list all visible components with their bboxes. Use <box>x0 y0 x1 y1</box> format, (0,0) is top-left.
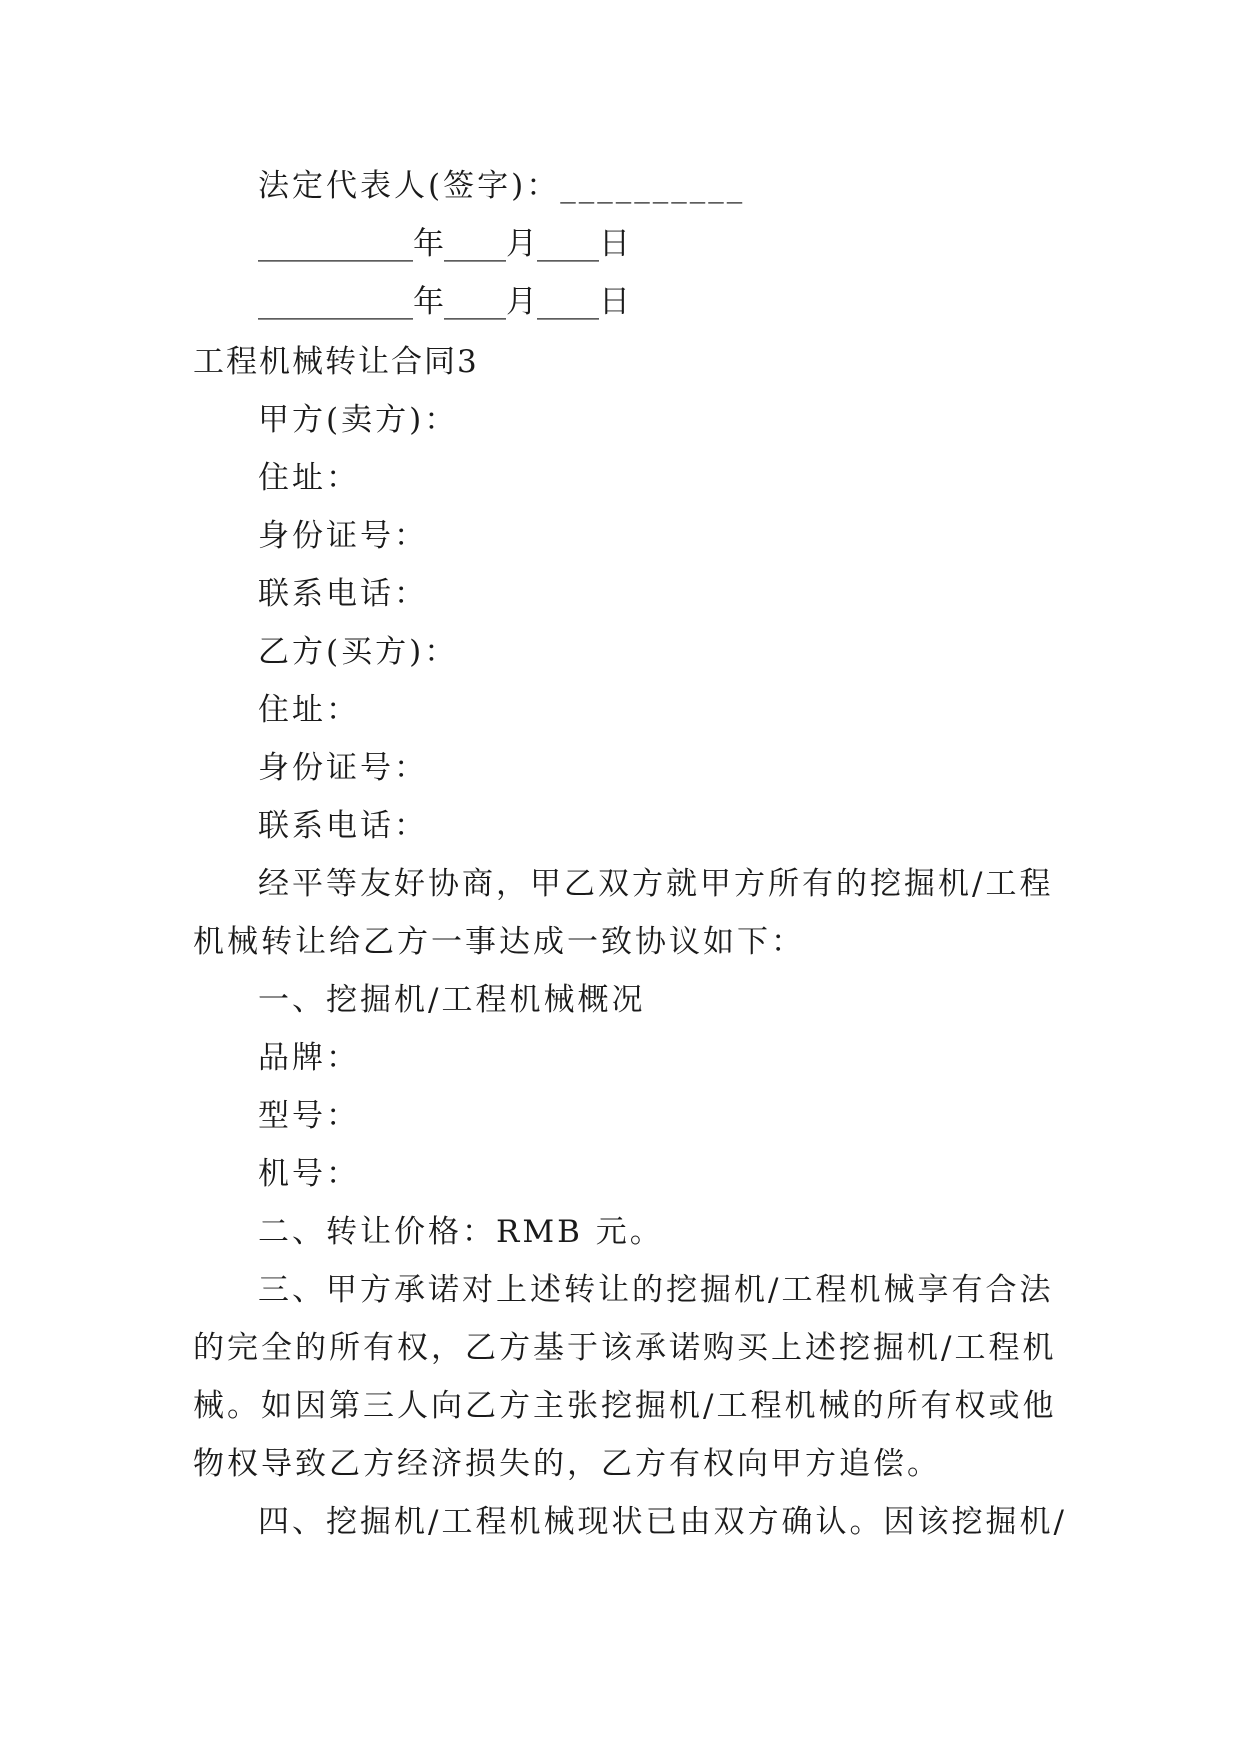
agreement-intro-line-2: 机械转让给乙方一事达成一致协议如下： <box>193 924 805 960</box>
contract-title: 工程机械转让合同3 <box>193 344 479 380</box>
legal-representative-signature-line: 法定代表人(签字)：__________ <box>258 168 746 204</box>
date-line: __________年____月____日 <box>258 226 630 262</box>
party-b-label: 乙方(买方)： <box>258 634 459 670</box>
party-a-label: 甲方(卖方)： <box>258 402 459 438</box>
party-b-address: 住址： <box>258 692 360 728</box>
party-b-phone: 联系电话： <box>258 808 428 844</box>
clause-3-line-3: 械。如因第三人向乙方主张挖掘机/工程机械的所有权或他 <box>193 1388 1057 1424</box>
machine-number-field: 机号： <box>258 1156 360 1192</box>
clause-2-price: 二、转让价格：RMB 元。 <box>258 1214 664 1250</box>
model-field: 型号： <box>258 1098 360 1134</box>
agreement-intro-line-1: 经平等友好协商，甲乙双方就甲方所有的挖掘机/工程 <box>258 866 1054 902</box>
party-a-address: 住址： <box>258 460 360 496</box>
brand-field: 品牌： <box>258 1040 360 1076</box>
clause-4-line-1: 四、挖掘机/工程机械现状已由双方确认。因该挖掘机/ <box>258 1504 1067 1540</box>
clause-3-line-4: 物权导致乙方经济损失的，乙方有权向甲方追偿。 <box>193 1446 941 1482</box>
party-a-id-number: 身份证号： <box>258 518 428 554</box>
clause-3-line-2: 的完全的所有权，乙方基于该承诺购买上述挖掘机/工程机 <box>193 1330 1057 1366</box>
party-a-phone: 联系电话： <box>258 576 428 612</box>
clause-1-heading: 一、挖掘机/工程机械概况 <box>258 982 646 1018</box>
clause-3-line-1: 三、甲方承诺对上述转让的挖掘机/工程机械享有合法 <box>258 1272 1054 1308</box>
date-line: __________年____月____日 <box>258 284 630 320</box>
party-b-id-number: 身份证号： <box>258 750 428 786</box>
